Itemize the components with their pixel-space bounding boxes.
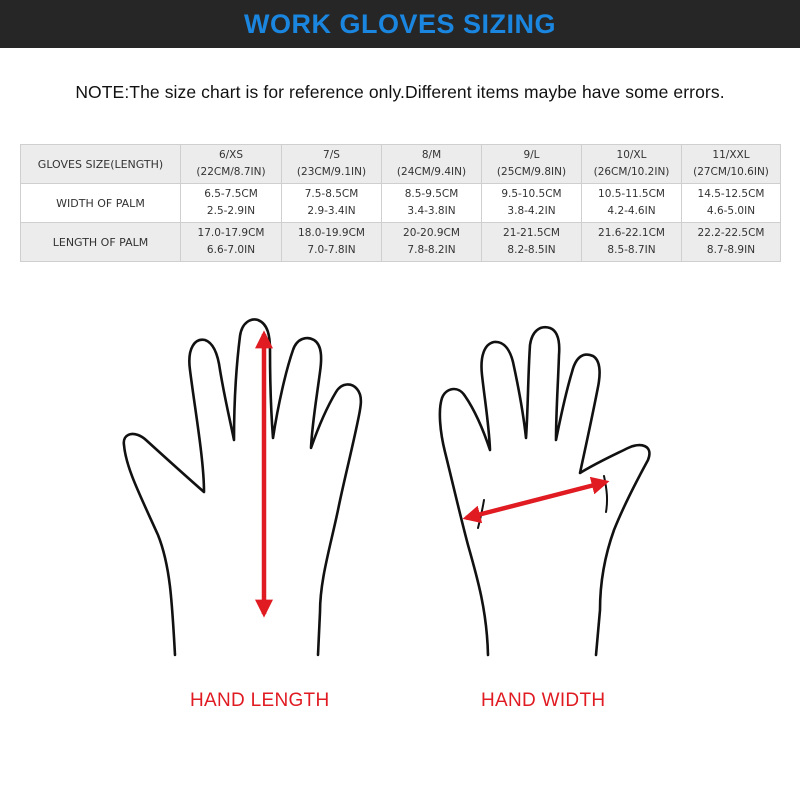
table-cell: 7.5-8.5CM 2.9-3.4IN — [282, 184, 382, 223]
hand-width-caption: HAND WIDTH — [481, 690, 606, 711]
table-cell: 21-21.5CM 8.2-8.5IN — [482, 223, 582, 262]
left-hand-outline — [124, 320, 361, 655]
hand-length-caption: HAND LENGTH — [190, 690, 330, 711]
header-cell: 6/XS (22CM/8.7IN) — [181, 145, 282, 184]
table-cell: 14.5-12.5CM 4.6-5.0IN — [682, 184, 781, 223]
size-chart-table — [20, 144, 781, 262]
header-cell: 9/L (25CM/9.8IN) — [482, 145, 582, 184]
table-row-length — [21, 223, 781, 262]
header-cell: 10/XL (26CM/10.2IN) — [582, 145, 682, 184]
table-cell: 21.6-22.1CM 8.5-8.7IN — [582, 223, 682, 262]
table-cell: 8.5-9.5CM 3.4-3.8IN — [382, 184, 482, 223]
row-label: WIDTH OF PALM — [21, 184, 181, 223]
header-cell: 8/M (24CM/9.4IN) — [382, 145, 482, 184]
table-cell: 20-20.9CM 7.8-8.2IN — [382, 223, 482, 262]
header-label: GLOVES SIZE(LENGTH) — [21, 145, 181, 184]
table-row-width — [21, 184, 781, 223]
hand-diagram — [0, 300, 800, 720]
table-cell: 6.5-7.5CM 2.5-2.9IN — [181, 184, 282, 223]
table-cell: 18.0-19.9CM 7.0-7.8IN — [282, 223, 382, 262]
right-hand-outline — [440, 327, 650, 655]
table-cell: 17.0-17.9CM 6.6-7.0IN — [181, 223, 282, 262]
hand-width-arrow — [466, 482, 606, 518]
header-cell: 11/XXL (27CM/10.6IN) — [682, 145, 781, 184]
row-label: LENGTH OF PALM — [21, 223, 181, 262]
size-note: NOTE:The size chart is for reference only.Different items maybe have some errors. — [75, 82, 725, 102]
table-cell: 9.5-10.5CM 3.8-4.2IN — [482, 184, 582, 223]
page-title: WORK GLOVES SIZING — [243, 8, 556, 39]
table-cell: 10.5-11.5CM 4.2-4.6IN — [582, 184, 682, 223]
table-cell: 22.2-22.5CM 8.7-8.9IN — [682, 223, 781, 262]
table-header-row — [21, 145, 781, 184]
header-cell: 7/S (23CM/9.1IN) — [282, 145, 382, 184]
title-bar — [0, 0, 800, 48]
